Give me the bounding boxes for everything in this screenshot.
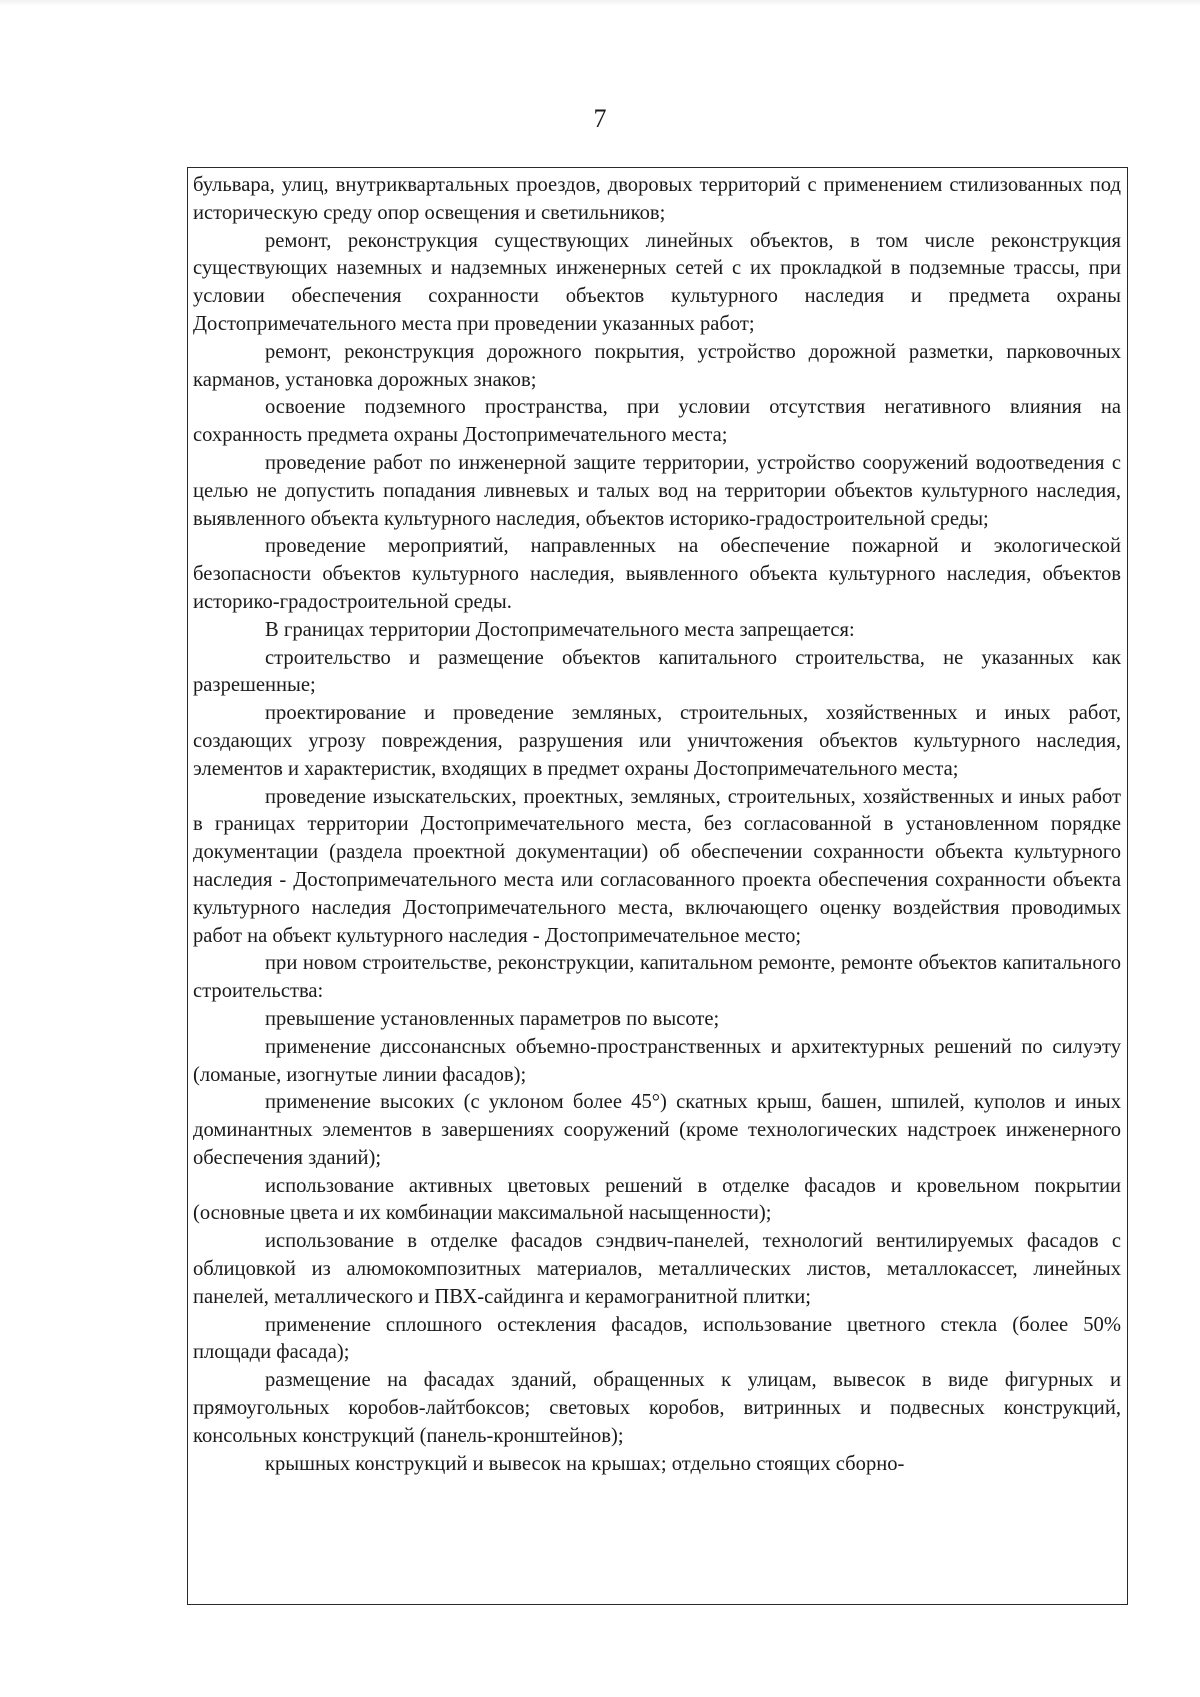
paragraph-new-construction: при новом строительстве, реконструкции, капитальном ремонте, ремонте объектов капитального строительства: xyxy=(193,952,1121,1003)
paragraph-roof-structures: крышных конструкций и вывесок на крышах; отдельно стоящих сборно- xyxy=(265,1452,905,1475)
paragraph-repair-linear-objects: ремонт, реконструкция существующих линейных объектов, в том числе реконструкция существующих наземных и надземных инженерных сетей с их прокладкой в подземные трассы, при условии обеспечения сохранности объектов культурного наследия и предмета охраны Достопримечательного места при проведении указанных работ; xyxy=(193,229,1121,335)
paragraph-high-roofs: применение высоких (с уклоном более 45°) скатных крыш, башен, шпилей, куполов и иных доминантных элементов в завершениях сооружений (кроме технологических надстроек инженерного обеспечения зданий); xyxy=(193,1091,1121,1169)
paragraph-fire-safety: проведение мероприятий, направленных на обеспечение пожарной и экологической безопасности объектов культурного наследия, выявленного объекта культурного наследия, объектов историко-градостроительной среды. xyxy=(193,535,1121,613)
document-body xyxy=(193,172,1121,1478)
paragraph-prohibited-heading: В границах территории Достопримечательного места запрещается: xyxy=(265,618,855,641)
paragraph-active-colors: использование активных цветовых решений в отделке фасадов и кровельном покрытии (основные цвета и их комбинации максимальной насыщенности); xyxy=(193,1174,1121,1225)
paragraph-signage: размещение на фасадах зданий, обращенных к улицам, вывесок в виде фигурных и прямоугольных коробов-лайтбоксов; световых коробов, витринных и подвесных конструкций, консольных конструкций (панель-кронштейнов); xyxy=(193,1369,1121,1447)
paragraph-underground-space: освоение подземного пространства, при условии отсутствия негативного влияния на сохранность предмета охраны Достопримечательного места; xyxy=(193,396,1121,447)
page-number: 7 xyxy=(593,104,607,133)
scan-edge xyxy=(0,0,1200,6)
paragraph-survey-works: проведение изыскательских, проектных, земляных, строительных, хозяйственных и иных работ в границах территории Достопримечательного места, без согласованной в установленном порядке документации (раздела проектной документации) об обеспечении сохранности объекта культурного наследия - Достопримечательного места или согласованного проекта обеспечения сохранности объекта культурного наследия Достопримечательного места, включающего оценку воздействия проводимых работ на объект культурного наследия - Достопримечательное место; xyxy=(193,785,1121,947)
paragraph-continuation: бульвара, улиц, внутриквартальных проездов, дворовых территорий с применением стилизованных под историческую среду опор освещения и светильников; xyxy=(193,174,1121,224)
paragraph-continuous-glazing: применение сплошного остекления фасадов, использование цветного стекла (более 50% площади фасада); xyxy=(193,1313,1121,1364)
paragraph-construction-not-permitted: строительство и размещение объектов капитального строительства, не указанных как разрешенные; xyxy=(193,646,1121,697)
paragraph-height-limit: превышение установленных параметров по высоте; xyxy=(265,1007,720,1030)
paragraph-hazardous-works: проектирование и проведение земляных, строительных, хозяйственных и иных работ, создающих угрозу повреждения, разрушения или уничтожения объектов культурного наследия, элементов и характеристик, входящих в предмет охраны Достопримечательного места; xyxy=(193,702,1121,780)
paragraph-sandwich-panels: использование в отделке фасадов сэндвич-панелей, технологий вентилируемых фасадов с облицовкой из алюмокомпозитных материалов, металлических листов, металлокассет, линейных панелей, металлического и ПВХ-сайдинга и керамогранитной плитки; xyxy=(193,1230,1121,1308)
paragraph-engineering-protection: проведение работ по инженерной защите территории, устройство сооружений водоотведения с целью не допустить попадания ливневых и талых вод на территории объектов культурного наследия, выявленного объекта культурного наследия, объектов историко-градостроительной среды; xyxy=(193,451,1121,530)
document-frame xyxy=(187,167,1128,1605)
paragraph-road-surface: ремонт, реконструкция дорожного покрытия, устройство дорожной разметки, парковочных карманов, установка дорожных знаков; xyxy=(193,340,1121,391)
paragraph-dissonant-solutions: применение диссонансных объемно-пространственных и архитектурных решений по силуэту (ломаные, изогнутые линии фасадов); xyxy=(193,1035,1121,1086)
